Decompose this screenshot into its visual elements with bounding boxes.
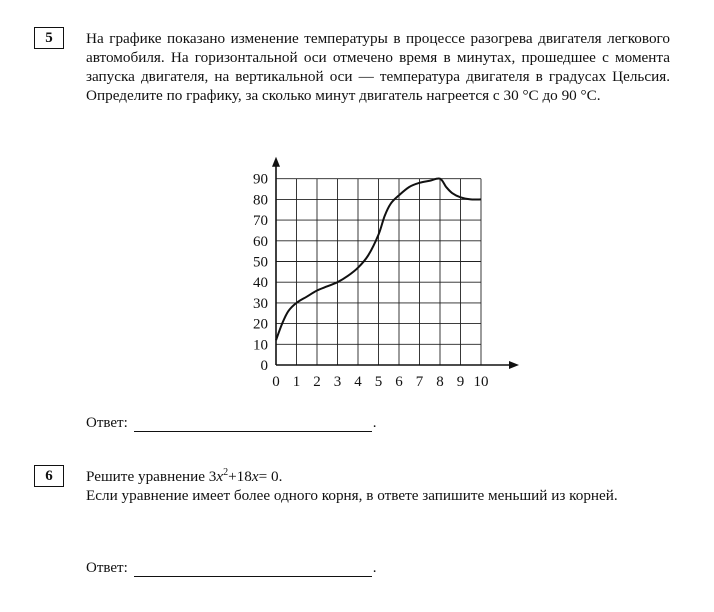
y-tick-label: 20 (253, 316, 268, 333)
x-tick-label: 6 (395, 374, 403, 390)
y-tick-label: 90 (253, 171, 268, 188)
answer-line-field[interactable] (134, 417, 372, 432)
task-6-line2: Если уравнение имеет более одного корня, в ответе запишите меньший из корней. (86, 487, 618, 504)
y-tick-label: 0 (260, 358, 268, 374)
eq-dot: . (278, 468, 283, 485)
chart-axes (272, 157, 519, 369)
y-tick-label: 60 (253, 233, 268, 250)
task-6-text (86, 467, 670, 505)
task-6-number: 6 (34, 465, 64, 487)
x-tick-label: 10 (473, 374, 489, 390)
answer-label: Ответ: (86, 560, 128, 576)
y-tick-label: 30 (253, 295, 268, 312)
x-tick-label: 3 (333, 374, 342, 390)
x-tick-label: 9 (456, 374, 465, 390)
task-5-answer (86, 415, 377, 432)
y-tick-labels (253, 172, 268, 374)
y-tick-label: 40 (253, 275, 268, 292)
x-tick-label: 0 (272, 374, 280, 390)
x-tick-label: 1 (292, 374, 301, 390)
task-6-answer (86, 560, 377, 577)
task-5-text: На графике показано изменение температуры в процессе разогрева двигателя легкового автомобиля. На горизонтальной оси отмечено время в минутах, прошедшее с момента запуска двигателя, на вертикальной оси — температура двигателя в градусах Цельсия. Определите по графику, за сколько минут двигатель нагреется с 30 °С до 90 °С. (86, 30, 670, 104)
eq-coef: 3 (208, 468, 217, 485)
eq-end: = 0 (258, 468, 279, 485)
eq-power: 2 (223, 466, 229, 478)
y-tick-label: 80 (253, 192, 268, 209)
eq-rest: +18 (228, 468, 252, 485)
x-tick-label: 7 (415, 374, 424, 390)
eq-var2: x (251, 468, 259, 485)
answer-label: Ответ: (86, 415, 128, 431)
answer-dot: . (372, 415, 377, 431)
answer-line-field[interactable] (134, 562, 372, 577)
x-tick-label: 2 (313, 374, 321, 390)
y-tick-label: 10 (253, 337, 268, 354)
x-tick-labels (272, 374, 488, 390)
task-6-equation-line (86, 467, 670, 486)
x-tick-label: 4 (354, 374, 362, 390)
x-axis-arrow (509, 361, 519, 369)
task-6-lead: Решите уравнение (86, 468, 205, 485)
eq-var1: x (216, 468, 224, 485)
y-tick-label: 50 (253, 254, 268, 271)
equation (209, 468, 283, 485)
task-5-number: 5 (34, 27, 64, 49)
y-axis-arrow (272, 157, 280, 167)
y-tick-label: 70 (253, 213, 268, 230)
answer-dot: . (372, 560, 377, 576)
x-tick-label: 8 (436, 374, 444, 390)
chart-grid (276, 179, 481, 365)
x-tick-label: 5 (374, 374, 383, 390)
